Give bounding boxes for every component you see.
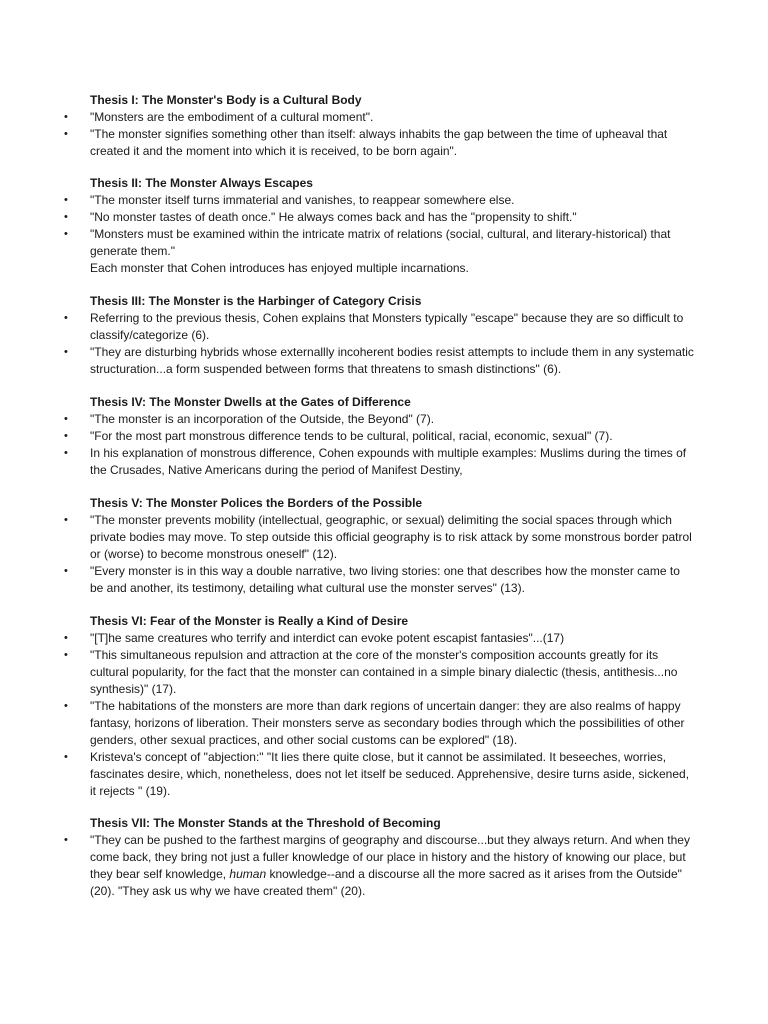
- list-item: • "They are disturbing hybrids whose externallly incoherent bodies resist attempts to include them in any systematic structuration...a form suspended between forms that threatens to smash distinctions" (6).: [64, 344, 694, 378]
- thesis-3-heading: Thesis III: The Monster is the Harbinger of Category Crisis: [90, 294, 422, 308]
- thesis-2-list: [64, 192, 694, 260]
- thesis-4-heading: Thesis IV: The Monster Dwells at the Gates of Difference: [90, 395, 411, 409]
- list-item: • "The habitations of the monsters are more than dark regions of uncertain danger: they are also realms of happy fantasy, horizons of liberation. Their monsters serve as secondary bodies through which the possibilities of other genders, other sexual practices, and other social customs can be explored" (18).: [64, 698, 694, 749]
- list-item: • "The monster is an incorporation of the Outside, the Beyond" (7).: [64, 411, 694, 428]
- thesis-1-list: [64, 109, 694, 160]
- list-item: • "Every monster is in this way a double narrative, two living stories: one that describes how the monster came to be and another, its testimony, detailing what cultural use the monster serves" (13).: [64, 563, 694, 597]
- list-item: • "No monster tastes of death once." He always comes back and has the "propensity to shift.": [64, 209, 694, 226]
- thesis-7-text-part2: knowledge--and a discourse all the more sacred as it arises from the Outside" (20). "They ask us why we have created them" (20).: [90, 867, 682, 898]
- list-item: • Kristeva's concept of "abjection:" "It lies there quite close, but it cannot be assimilated. It beseeches, worries, fascinates desire, which, nonetheless, does not let itself be seduced. Apprehensive, desire turns aside, sickened, it rejects " (19).: [64, 749, 694, 800]
- thesis-1-section: [64, 92, 694, 160]
- thesis-5-heading: Thesis V: The Monster Polices the Borders of the Possible: [90, 496, 423, 510]
- thesis-6-heading: Thesis VI: Fear of the Monster is Really a Kind of Desire: [90, 614, 409, 628]
- thesis-7-emphasis: human: [229, 867, 267, 881]
- thesis-4-section: [64, 394, 694, 479]
- thesis-3-list: [64, 310, 694, 378]
- thesis-7-text-part1: "They can be pushed to the farthest margins of geography and discourse...but they always return. And when they come back, they bring not just a fuller knowledge of our place in history and the history of knowing our place, but they bear self knowledge,: [90, 833, 690, 881]
- list-item: • "The monster prevents mobility (intellectual, geographic, or sexual) delimiting the social spaces through which private bodies may move. To step outside this official geography is to risk attack by some monstrous border patrol or (worse) to become monstrous oneself" (12).: [64, 512, 694, 563]
- thesis-1-heading: Thesis I: The Monster's Body is a Cultural Body: [90, 93, 362, 107]
- thesis-7-heading: Thesis VII: The Monster Stands at the Threshold of Becoming: [90, 816, 441, 830]
- thesis-4-list: [64, 411, 694, 479]
- thesis-6-section: [64, 613, 694, 800]
- thesis-2-section: [64, 175, 694, 277]
- thesis-7-list: [64, 832, 694, 900]
- list-item: • "For the most part monstrous difference tends to be cultural, political, racial, economic, sexual" (7).: [64, 428, 694, 445]
- thesis-5-section: [64, 495, 694, 597]
- thesis-7-section: [64, 815, 694, 900]
- list-item: • "The monster itself turns immaterial and vanishes, to reappear somewhere else.: [64, 192, 694, 209]
- thesis-3-section: [64, 293, 694, 378]
- list-item: • "This simultaneous repulsion and attraction at the core of the monster's composition accounts greatly for its cultural popularity, for the fact that the monster can contained in a simple binary dialectic (thesis, antithesis...no synthesis)" (17).: [64, 647, 694, 698]
- list-item: • Referring to the previous thesis, Cohen explains that Monsters typically "escape" because they are so difficult to classify/categorize (6).: [64, 310, 694, 344]
- list-item: • In his explanation of monstrous difference, Cohen expounds with multiple examples: Muslims during the times of the Crusades, Native Americans during the period of Manifest Destiny,: [64, 445, 694, 479]
- thesis-2-note: Each monster that Cohen introduces has enjoyed multiple incarnations.: [90, 261, 469, 275]
- list-item: • "Monsters must be examined within the intricate matrix of relations (social, cultural, and literary-historical) that generate them.": [64, 226, 694, 260]
- list-item: [64, 832, 694, 900]
- list-item: • "Monsters are the embodiment of a cultural moment".: [64, 109, 694, 126]
- thesis-5-list: [64, 512, 694, 597]
- list-item: • "[T]he same creatures who terrify and interdict can evoke potent escapist fantasies"...(17): [64, 630, 694, 647]
- list-item: • "The monster signifies something other than itself: always inhabits the gap between the time of upheaval that created it and the moment into which it is received, to be born again".: [64, 126, 694, 160]
- thesis-2-heading: Thesis II: The Monster Always Escapes: [90, 176, 313, 190]
- thesis-6-list: [64, 630, 694, 800]
